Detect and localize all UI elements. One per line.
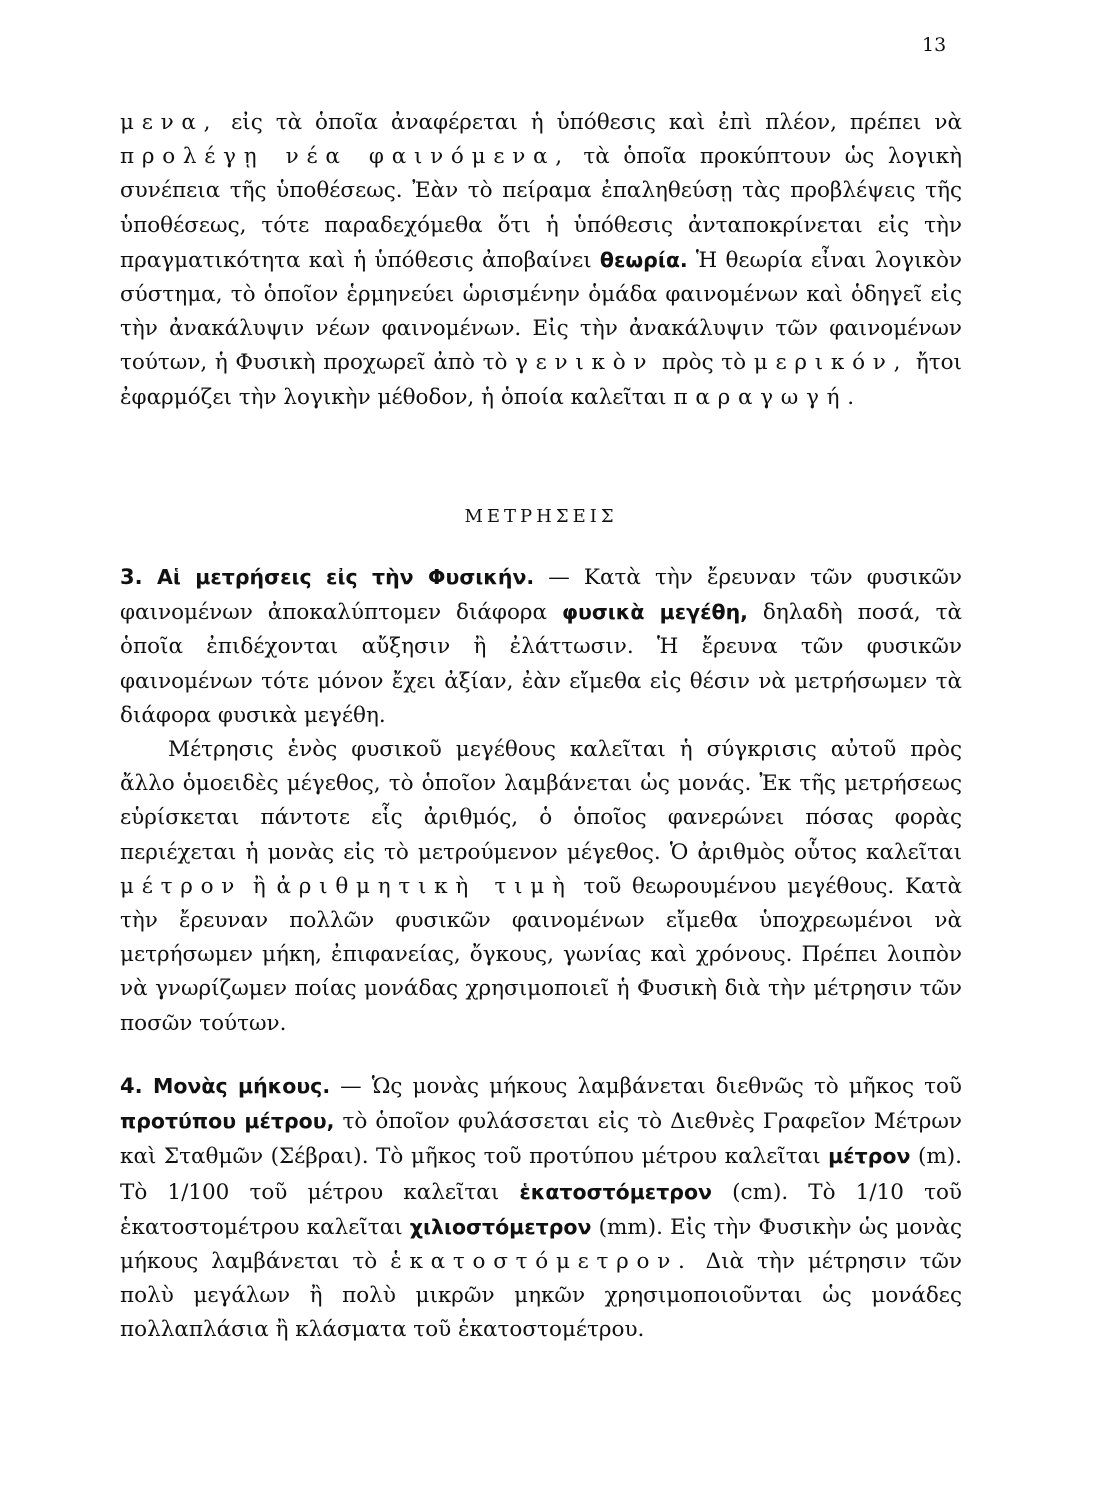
spaced-term: ἑκατοστόμετρον. (390, 1249, 693, 1275)
spaced-term: ἀριθμητικὴ τιμὴ (276, 873, 573, 899)
bold-term: ἑκατοστόμετρον (519, 1179, 713, 1204)
spaced-term: προλέγῃ νέα φαινόμενα, (120, 144, 570, 170)
spaced-term: μερικόν, (753, 350, 909, 376)
spaced-term: μέτρον (120, 873, 243, 899)
text-run: Διὰ τὴν μέτρησιν τῶν πολὺ μεγάλων ἢ πολὺ μικρῶν μηκῶν χρησιμοποιοῦνται ὡς μονάδες πολλαπλάσια ἢ κλάσματα τοῦ ἑκατοστομέτρου. (120, 1249, 962, 1343)
section-heading: Μονὰς μήκους. (142, 1074, 331, 1098)
bold-term: μέτρον (828, 1144, 911, 1169)
text-run: δηλαδὴ ποσά, τὰ ὁποῖα ἐπιδέχονται αὔξησιν ἢ ἐλάττωσιν. Ἡ ἔρευνα τῶν φυσικῶν φαινομένων τότε μόνον ἔχει ἀξίαν, ἐὰν εἴμεθα εἰς θέσιν νὰ μετρήσωμεν τὰ διάφορα φυσικὰ μεγέθη. (120, 600, 962, 728)
spaced-term: παραγωγή. (673, 384, 862, 410)
text-run: — Κατὰ τὴν ἔρευναν τῶν φυσικῶν φαινομένων ἀποκαλύπτομεν διάφορα (120, 565, 963, 626)
text-run: Μέτρησις ἑνὸς φυσικοῦ μεγέθους καλεῖται ἡ σύγκρισις αὐτοῦ πρὸς ἄλλο ὁμοειδὲς μέγεθος, τὸ ὁποῖον λαμβάνεται ὡς μονάς. Ἐκ τῆς μετρήσεως εὑρίσκεται πάντοτε εἷς ἀριθμός, ὁ ὁποῖος φανερώνει πόσας φορὰς περιέχεται ἡ μονὰς εἰς τὸ μετρούμενον μέγεθος. Ὁ ἀριθμὸς οὗτος καλεῖται (120, 737, 962, 865)
text-run: Ἡ θεωρία εἶναι λογικὸν σύστημα, τὸ ὁποῖον ἑρμηνεύει ὡρισμένην ὁμάδα φαινομένων καὶ ὁδηγεῖ εἰς τὴν ἀνακάλυψιν νέων φαινομένων. Εἰς τὴν ἀνακάλυψιν τῶν φαινομένων τούτων, ἡ Φυσικὴ προχωρεῖ ἀπὸ τὸ (120, 247, 963, 376)
text-run: (cm). Τὸ 1/10 τοῦ ἑκατοστομέτρου καλεῖται (120, 1179, 962, 1240)
page-number: 13 (922, 34, 947, 56)
spaced-term: γενικὸν (515, 350, 655, 376)
section-4-unit-of-length (120, 1069, 962, 1348)
section-number: 3. (120, 565, 143, 589)
bold-term: φυσικὰ μεγέθη, (561, 600, 748, 625)
text-run: τοῦ θεωρουμένου μεγέθους. Κατὰ τὴν ἔρευναν πολλῶν φυσικῶν φαινομένων εἴμεθα ὑποχρεωμένοι νὰ μετρήσωμεν μήκη, ἐπιφανείας, ὄγκους, γωνίας καὶ χρόνους. Πρέπει λοιπὸν νὰ γνωρίζωμεν ποίας μονάδας χρησιμοποιεῖ ἡ Φυσικὴ διὰ τὴν μέτρησιν τῶν ποσῶν τούτων. (120, 873, 962, 1036)
text-run: ἤτοι ἐφαρμόζει τὴν λογικὴν μέθοδον, ἡ ὁποία καλεῖται (120, 350, 962, 410)
section-heading: Αἱ μετρήσεις εἰς τὴν Φυσικήν. (142, 565, 535, 589)
text-run: εἰς τὰ ὁποῖα ἀναφέρεται ἡ ὑπόθεσις καὶ ἐπὶ πλέον, πρέπει νὰ (218, 110, 962, 135)
paragraph-text (120, 560, 962, 733)
text-run: — Ὡς μονὰς μήκους λαμβάνεται διεθνῶς τὸ μῆκος τοῦ (330, 1074, 962, 1099)
spaced-term: μενα, (120, 110, 219, 135)
paragraph-hypothesis-theory (120, 106, 962, 415)
text-run: (mm). Εἰς τὴν Φυσικὴν ὡς μονὰς μήκους λαμβάνεται τὸ (120, 1214, 962, 1275)
section-title: ΜΕΤΡΗΣΕΙΣ (464, 506, 618, 527)
paragraph-text (120, 1069, 962, 1348)
paragraph-text (120, 106, 962, 415)
section-3-measurements (120, 560, 962, 1041)
text-run: τὰ ὁποῖα προκύπτουν ὡς λογικὴ συνέπεια τῆς ὑποθέσεως. Ἐὰν τὸ πείραμα ἐπαληθεύσῃ τὰς προβλέψεις τῆς ὑποθέσεως, τότε παραδεχόμεθα ὅτι ἡ ὑπόθεσις ἀνταποκρίνεται εἰς τὴν πραγματικότητα καὶ ἡ ὑπόθεσις ἀποβαίνει (120, 144, 963, 273)
text-run: ἢ (242, 873, 277, 899)
bold-term: προτύπου μέτρου, (120, 1109, 335, 1134)
section-number: 4. (120, 1074, 143, 1098)
text-run: τὸ ὁποῖον φυλάσσεται εἰς τὸ Διεθνὲς Γραφεῖον Μέτρων καὶ Σταθμῶν (Σέβραι). Τὸ μῆκος τοῦ προτύπου μέτρου καλεῖται (120, 1109, 962, 1170)
bold-term: χιλιοστόμετρον (409, 1214, 592, 1239)
bold-term-theory: θεωρία. (599, 247, 688, 272)
paragraph-text (120, 733, 962, 1041)
text-run: πρὸς τὸ (654, 350, 754, 376)
text-run: (m). Τὸ 1/100 τοῦ μέτρου καλεῖται (120, 1144, 962, 1205)
